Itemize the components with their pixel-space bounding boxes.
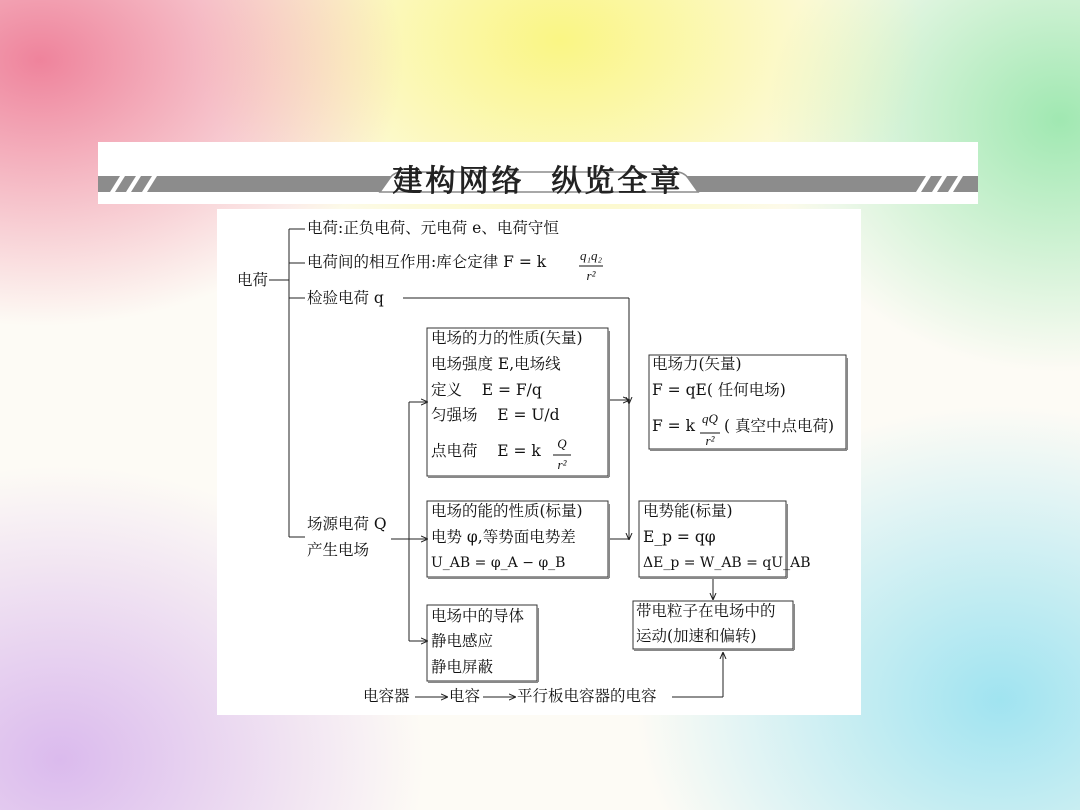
electrostatic-shielding: 静电屏蔽 bbox=[431, 658, 494, 676]
point-charge-formula: 点电荷 E = k bbox=[431, 442, 541, 460]
capacitor: 电容器 bbox=[363, 687, 410, 705]
potential-energy-title: 电势能(标量) bbox=[643, 502, 733, 520]
field-strength: 电场强度 E,电场线 bbox=[431, 355, 561, 373]
produces-field: 产生电场 bbox=[307, 541, 370, 559]
parallel-plate-capacitance: 平行板电容器的电容 bbox=[517, 687, 657, 705]
banner-title: 建构网络 纵览全章 bbox=[392, 164, 684, 199]
charge-basics: 电荷:正负电荷、元电荷 e、电荷守恒 bbox=[307, 219, 559, 237]
chapter-banner bbox=[98, 142, 978, 204]
electrostatic-induction: 静电感应 bbox=[431, 632, 494, 650]
potential-line: 电势 φ,等势面电势差 bbox=[431, 528, 576, 546]
source-charge: 场源电荷 Q bbox=[307, 515, 387, 533]
coulomb-denominator: r² bbox=[586, 268, 596, 283]
particle-motion-line2: 运动(加速和偏转) bbox=[636, 627, 757, 645]
concept-map-panel bbox=[217, 209, 861, 715]
definition-formula: 定义 E = F/q bbox=[431, 381, 542, 399]
electric-force-denominator: r² bbox=[705, 433, 715, 448]
charge-root: 电荷 bbox=[237, 271, 269, 289]
conductor-title: 电场中的导体 bbox=[431, 607, 525, 625]
force-props-title: 电场的力的性质(矢量) bbox=[431, 329, 583, 347]
energy-props-title: 电场的能的性质(标量) bbox=[431, 502, 583, 520]
electric-force-point-charge: F = k bbox=[652, 417, 695, 435]
vacuum-point-charge-note: ( 真空中点电荷) bbox=[724, 417, 835, 435]
point-charge-denominator: r² bbox=[557, 457, 567, 472]
test-charge: 检验电荷 q bbox=[307, 289, 384, 307]
point-charge-numerator: Q bbox=[557, 436, 567, 451]
uniform-field-formula: 匀强场 E = U/d bbox=[431, 406, 560, 424]
coulomb-numerator: q₁q₂ bbox=[579, 248, 603, 263]
capacitance: 电容 bbox=[449, 687, 481, 705]
coulomb-law: 电荷间的相互作用:库仑定律 F = k bbox=[307, 253, 547, 271]
electric-force-title: 电场力(矢量) bbox=[652, 355, 742, 373]
electric-force-any-field: F = qE( 任何电场) bbox=[652, 381, 786, 399]
potential-energy-formula: E_p = qφ bbox=[643, 528, 716, 546]
connector-lines bbox=[217, 209, 861, 715]
potential-difference-formula: U_AB = φ_A − φ_B bbox=[431, 555, 566, 571]
work-energy-formula: ΔE_p = W_AB = qU_AB bbox=[643, 555, 811, 571]
particle-motion-line1: 带电粒子在电场中的 bbox=[636, 602, 776, 620]
electric-force-numerator: qQ bbox=[702, 411, 718, 426]
